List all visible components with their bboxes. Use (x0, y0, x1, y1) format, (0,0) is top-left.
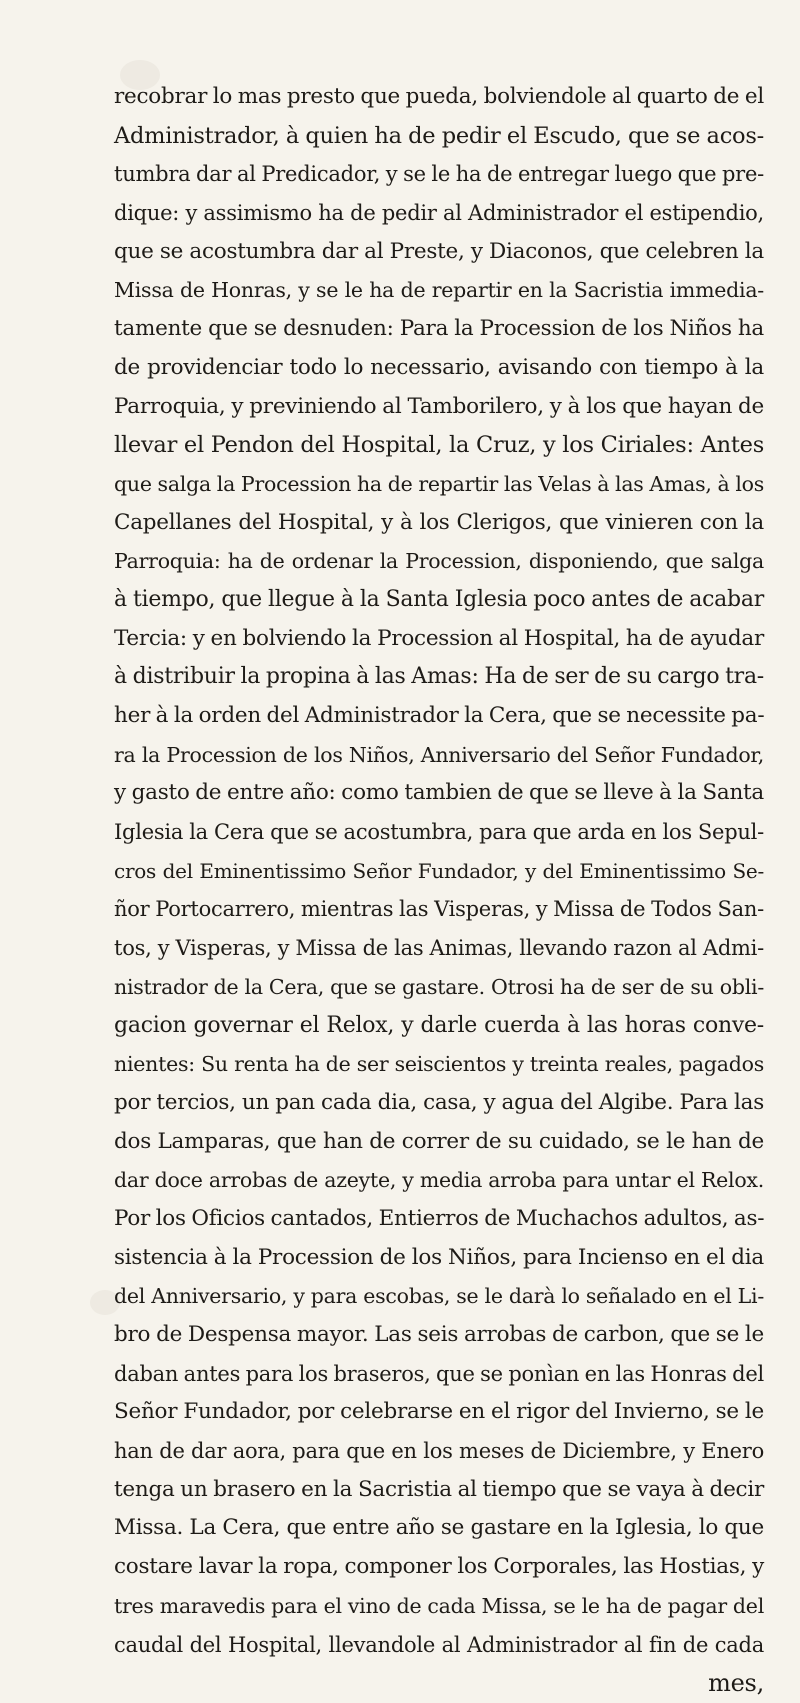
text-line: Señor Fundador, por celebrarse en el rigor del Invierno, se le (114, 1399, 764, 1425)
text-line: llevar el Pendon del Hospital, la Cruz, y los Ciriales: Antes (114, 432, 764, 459)
text-line: por tercios, un pan cada dia, casa, y agua del Algibe. Para las (114, 1089, 764, 1115)
text-line: Tercia: y en bolviendo la Procession al Hospital, ha de ayudar (114, 625, 764, 651)
text-line: ra la Procession de los Niños, Anniversario del Señor Fundador, (114, 742, 764, 767)
text-line: cros del Eminentissimo Señor Fundador, y del Eminentissimo Se- (114, 858, 764, 883)
text-line: Parroquia, y previniendo al Tamborilero, y à los que hayan de (114, 393, 764, 419)
text-line: Missa. La Cera, que entre año se gastare en la Iglesia, lo que (114, 1515, 764, 1541)
text-line: nientes: Su renta ha de ser seiscientos y treinta reales, pagados (114, 1052, 764, 1077)
text-line: del Anniversario, y para escobas, se le darà lo señalado en el Li- (114, 1284, 764, 1309)
text-line: Por los Oficios cantados, Entierros de Muchachos adultos, as- (114, 1205, 765, 1231)
text-line: caudal del Hospital, llevandole al Administrador al fin de cada (114, 1632, 764, 1657)
text-line: Iglesia la Cera que se acostumbra, para que arda en los Sepul- (114, 820, 764, 845)
text-line: bro de Despensa mayor. Las seis arrobas de carbon, que se le (114, 1322, 764, 1347)
text-line: y gasto de entre año: como tambien de que se lleve à la Santa (114, 780, 764, 806)
text-line: costare lavar la ropa, componer los Corporales, las Hostias, y (114, 1554, 764, 1580)
text-line: recobrar lo mas presto que pueda, bolviendole al quarto de el (114, 84, 764, 109)
text-line: tenga un brasero en la Sacristia al tiempo que se vaya à decir (114, 1476, 764, 1502)
body-text (114, 78, 764, 1703)
text-line: her à la orden del Administrador la Cera, que se necessite pa- (114, 703, 765, 728)
text-line: nistrador de la Cera, que se gastare. Otrosi ha de ser de su obli- (114, 974, 764, 999)
text-line: Missa de Honras, y se le ha de repartir en la Sacristia immedia- (114, 278, 764, 303)
text-line: tos, y Visperas, y Missa de las Animas, llevando razon al Admi- (114, 936, 764, 961)
text-line: à tiempo, que llegue à la Santa Iglesia poco antes de acabar (114, 586, 764, 612)
text-line: dos Lamparas, que han de correr de su cuidado, se le han de (114, 1128, 764, 1154)
text-line: ñor Portocarrero, mientras las Visperas, y Missa de Todos San- (114, 897, 764, 922)
text-line: dique: y assimismo ha de pedir al Administrador el estipendio, (114, 201, 764, 226)
text-line: que se acostumbra dar al Preste, y Diaconos, que celebren la (114, 238, 764, 264)
text-line: Administrador, à quien ha de pedir el Escudo, que se acos- (114, 122, 764, 149)
text-line: tamente que se desnuden: Para la Procession de los Niños ha (114, 316, 764, 342)
text-line: sistencia à la Procession de los Niños, para Incienso en el dia (114, 1244, 764, 1270)
text-line: han de dar aora, para que en los meses de Diciembre, y Enero (114, 1439, 764, 1464)
text-line: daban antes para los braseros, que se ponìan en las Honras del (114, 1361, 764, 1386)
text-line: Capellanes del Hospital, y à los Clerigos, que vinieren con la (114, 509, 764, 535)
text-line: à distribuir la propina à las Amas: Ha de ser de su cargo tra- (114, 664, 764, 690)
text-line: Parroquia: ha de ordenar la Procession, disponiendo, que salga (114, 549, 764, 574)
catchword: mes, (708, 1669, 764, 1698)
text-line: tumbra dar al Predicador, y se le ha de entregar luego que pre- (114, 162, 764, 187)
text-line: tres maravedis para el vino de cada Missa, se le ha de pagar del (114, 1593, 764, 1618)
text-line: dar doce arrobas de azeyte, y media arroba para untar el Relox. (114, 1168, 764, 1193)
text-line: de providenciar todo lo necessario, avisando con tiempo à la (114, 354, 764, 380)
text-line: que salga la Procession ha de repartir las Velas à las Amas, à los (114, 471, 764, 496)
text-line: gacion governar el Relox, y darle cuerda à las horas conve- (114, 1012, 764, 1038)
